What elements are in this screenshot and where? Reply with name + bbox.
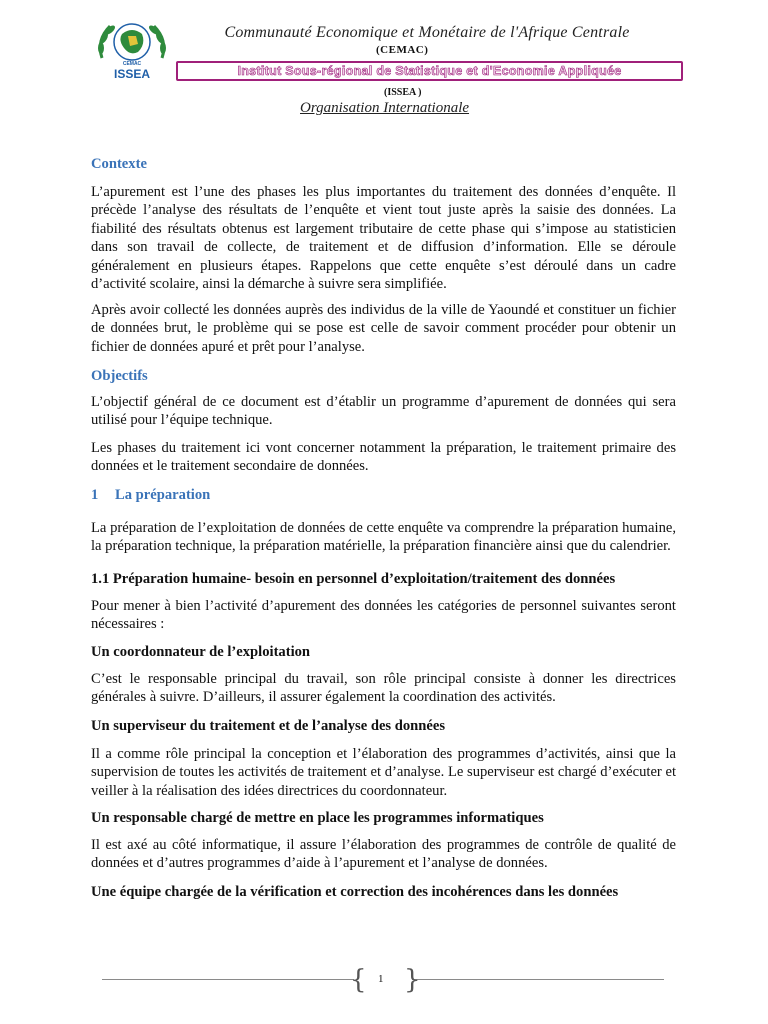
coordonnateur-title: Un coordonnateur de l’exploitation: [91, 644, 311, 660]
equipe-title: Une équipe chargée de la vérification et correction des incohérences dans les données: [91, 884, 619, 900]
org-type: Organisation Internationale: [300, 100, 470, 116]
issea-label: (ISSEA ): [384, 87, 422, 98]
issea-logo: [92, 18, 172, 82]
page-number: 1: [378, 973, 384, 985]
institute-banner: [176, 61, 683, 81]
footer-rule-right: [412, 979, 664, 980]
responsable-title: Un responsable chargé de mettre en place les programmes informatiques: [91, 810, 544, 826]
svg-text:CEMAC: CEMAC: [122, 61, 142, 67]
footer-right-brace: }: [404, 965, 421, 995]
superviseur-paragraph: Il a comme rôle principal la conception et l’élaboration des programmes d’activités, ainsi que la supervision de toutes les activités de traitement et d’analyse. Le superviseur est chargé d’exécuter et veiller à la réalisation des idées directrices du coordonnateur.: [91, 746, 676, 799]
responsable-paragraph: Il est axé au côté informatique, il assure l’élaboration des programmes de contrôle de qualité de données et d’autres programmes d’aide à l’apurement et l’analyse de données.: [91, 837, 676, 872]
heading-text: La préparation: [115, 487, 211, 503]
org-name: Communauté Economique et Monétaire de l'Afrique Centrale: [224, 24, 630, 41]
objectifs-paragraph-1: L’objectif général de ce document est d’établir un programme d’apurement de données qui sera utilisé pour l’équipe technique.: [91, 394, 676, 429]
contexte-paragraph-1: L’apurement est l’une des phases les plus importantes du traitement des données d’enquête. Il précède l’analyse des résultats de l’enquête et vient tout juste après la saisie des données. La fiabilité des résultats obtenus est largement tributaire de cette phase qui s’impose au statisticien dans son travail de collecte, de traitement et de diffusion d’information. Elle se déroule généralement en plusieurs étapes. Rappelons que cette enquête s’est déroulé dans un cadre d’activité scolaire, ainsi la démarche à suivre sera simplifiée.: [91, 184, 676, 293]
heading-number: 1: [91, 487, 99, 503]
preparation-paragraph: La préparation de l’exploitation de données de cette enquête va comprendre la préparation humaine, la préparation technique, la préparation matérielle, la préparation financière ainsi que du calendrier.: [91, 520, 676, 555]
footer-left-brace: {: [350, 965, 367, 995]
contexte-paragraph-2: Après avoir collecté les données auprès des individus de la ville de Yaoundé et constituer un fichier de données brut, le problème qui se pose est celle de savoir comment procéder pour obtenir un fichier de données apuré et prêt pour l’analyse.: [91, 302, 676, 355]
subheading-1-1: 1.1 Préparation humaine- besoin en personnel d’exploitation/traitement des données: [91, 571, 616, 587]
superviseur-title: Un superviseur du traitement et de l’analyse des données: [91, 718, 446, 734]
objectifs-paragraph-2: Les phases du traitement ici vont concerner notamment la préparation, le traitement primaire des données et le traitement secondaire de données.: [91, 440, 676, 475]
heading-objectifs: Objectifs: [91, 368, 148, 384]
cemac-label: (CEMAC): [376, 44, 429, 56]
svg-text:ISSEA: ISSEA: [113, 67, 151, 81]
footer-rule-left: [102, 979, 354, 980]
heading-contexte: Contexte: [91, 156, 147, 172]
heading-preparation: [91, 486, 676, 504]
institute-name: Institut Sous-régional de Statistique et d'Economie Appliquée: [237, 64, 622, 78]
personnel-paragraph: Pour mener à bien l’activité d’apurement des données les catégories de personnel suivantes seront nécessaires :: [91, 598, 676, 633]
coordonnateur-paragraph: C’est le responsable principal du travail, son rôle principal consiste à donner les directrices générales à suivre. D’ailleurs, il assurer également la coordination des activités.: [91, 671, 676, 706]
